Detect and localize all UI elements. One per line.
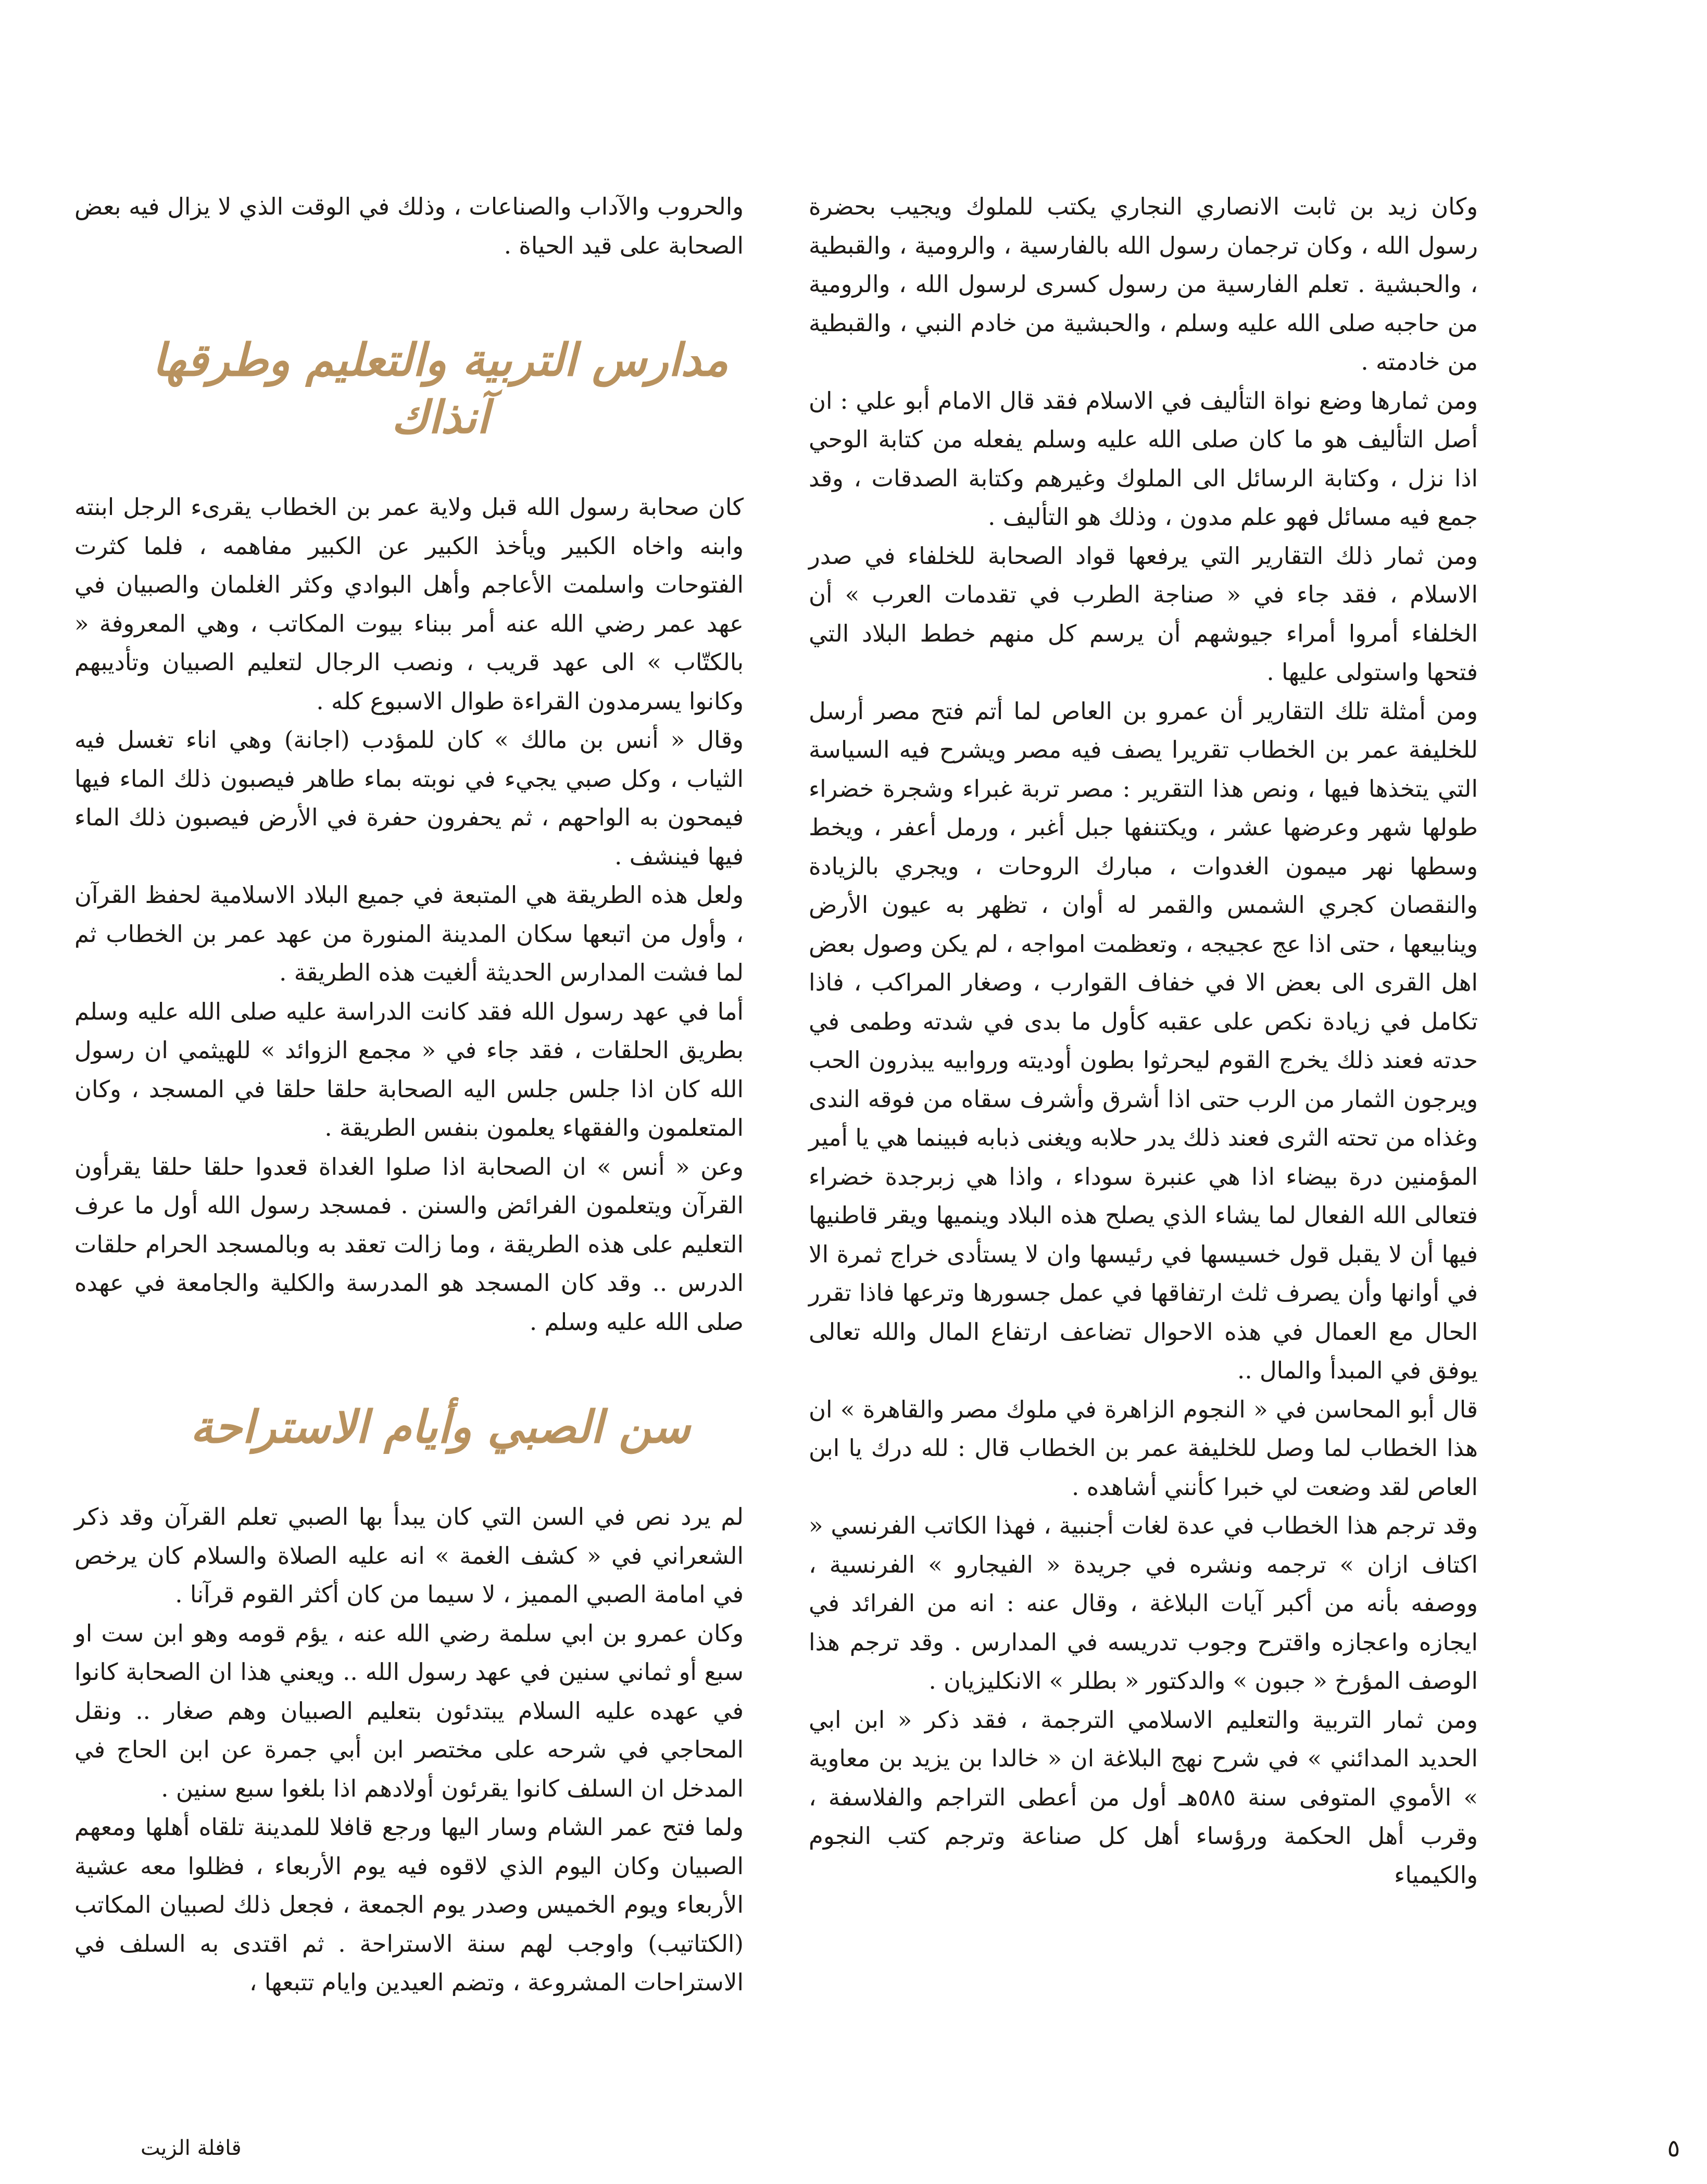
intro-paragraph: والحروب والآداب والصناعات ، وذلك في الوقت الذي لا يزال فيه بعض الصحابة على قيد الحياة . <box>74 193 744 259</box>
section-heading-schools: مدارس التربية والتعليم وطرقها آنذاك <box>152 334 729 444</box>
paragraph: ومن أمثلة تلك التقارير أن عمرو بن العاص لما أتم فتح مصر أرسل للخليفة عمر بن الخطاب تقريرا يصف فيه مصر ويشرح فيه السياسة التي يتخذها فيها ، ونص هذا التقرير : مصر تربة غبراء وشجرة خضراء طولها شهر وعرضها عشر ، ويكتنفها جبل أغبر ، ورمل أعفر ، ويخط وسطها نهر ميمون الغدوات ، مبارك الروحات ، ويجري بالزيادة والنقصان كجري الشمس والقمر له أوان ، تظهر به عيون الأرض وينابيعها ، حتى اذا عج عجيجه ، وتعظمت امواجه ، لم يكن وصول بعض اهل القرى الى بعض الا في خفاف القوارب ، وصغار المراكب ، فاذا تكامل في زيادة نكص على عقبه كأول ما بدى في شدته وطمى في حدته فعند ذلك يخرج القوم ليحرثوا بطون أوديته وروابيه يبذرون الحب ويرجون الثمار من الرب حتى اذا أشرق وأشرف سقاه من فوقه الندى وغذاه من تحته الثرى فعند ذلك يدر حلابه ويغنى ذبابه فبينما هي يا أمير المؤمنين درة بيضاء اذا هي عنبرة سوداء ، واذا هي زبرجدة خضراء فتعالى الله الفعال لما يشاء الذي يصلح هذه البلاد وينميها ويقر قاطنيها فيها أن لا يقبل قول خسيسها في رئيسها وان لا يستأدى خراج ثمرة الا في أوانها وأن يصرف ثلث ارتفاقها في عمل جسورها وترعها فاذا تقرر الحال مع العمال في هذه الاحوال تضاعف ارتفاع المال والله تعالى يوفق في المبدأ والمال .. <box>809 697 1478 1384</box>
section-heading-age-rest-days: سن الصبي وأيام الاستراحة <box>190 1401 691 1453</box>
paragraph: ولعل هذه الطريقة هي المتبعة في جميع البلاد الاسلامية لحفظ القرآن ، وأول من اتبعها سكان المدينة المنورة من عهد عمر بن الخطاب ثم لما فشت المدارس الحديثة ألغيت هذه الطريقة . <box>74 881 744 986</box>
paragraph: ومن ثمار التربية والتعليم الاسلامي الترجمة ، فقد ذكر « ابن ابي الحديد المدائني » في شرح نهج البلاغة ان « خالدا بن يزيد بن معاوية » الأموي المتوفى سنة ٥٨٥هـ أول من أعطى التراجم والفلاسفة ، وقرب أهل الحكمة ورؤساء أهل كل صناعة وترجم كتب النجوم والكيمياء <box>809 1705 1478 1889</box>
paragraph: أما في عهد رسول الله فقد كانت الدراسة عليه صلى الله عليه وسلم بطريق الحلقات ، فقد جاء في « مجمع الزوائد » للهيثمي ان رسول الله كان اذا جلس جلس اليه الصحابة حلقا حلقا في المسجد ، وكان المتعلمون والفقهاء يعلمون بنفس الطريقة . <box>74 997 744 1141</box>
paragraph: وعن « أنس » ان الصحابة اذا صلوا الغداة قعدوا حلقا حلقا يقرأون القرآن ويتعلمون الفرائض والسنن . فمسجد رسول الله أول ما عرف التعليم على هذه الطريقة ، وما زالت تعقد به وبالمسجد الحرام حلقات الدرس .. وقد كان المسجد هو المدرسة والكلية والجامعة في عهده صلى الله عليه وسلم . <box>74 1152 744 1336</box>
paragraph: قال أبو المحاسن في « النجوم الزاهرة في ملوك مصر والقاهرة » ان هذا الخطاب لما وصل للخليفة عمر بن الخطاب قال : لله درك يا ابن العاص لقد وضعت لي خبرا كأنني أشاهده . <box>809 1395 1478 1501</box>
paragraph: كان صحابة رسول الله قبل ولاية عمر بن الخطاب يقرىء الرجل ابنته وابنه واخاه الكبير ويأخذ الكبير عن الكبير مفاهمه ، فلما كثرت الفتوحات واسلمت الأعاجم وأهل البوادي وكثر الغلمان والصبيان في عهد عمر رضي الله عنه أمر ببناء بيوت المكاتب ، وهي المعروفة « بالكتّاب » الى عهد قريب ، ونصب الرجال لتعليم الصبيان وتأديبهم وكانوا يسرمدون القراءة طوال الاسبوع كله . <box>74 493 744 715</box>
paragraph: وقال « أنس بن مالك » كان للمؤدب (اجانة) وهي اناء تغسل فيه الثياب ، وكل صبي يجيء في نوبته بماء طاهر فيصبون ذلك الماء فيها فيمحون به الواحهم ، ثم يحفرون حفرة في الأرض فيصبون ذلك الماء فيها فينشف . <box>74 726 744 870</box>
paragraph: ومن ثمارها وضع نواة التأليف في الاسلام فقد قال الامام أبو علي : ان أصل التأليف هو ما كان صلى الله عليه وسلم يفعله من كتابة الوحي اذا نزل ، وكتابة الرسائل الى الملوك وغيرهم وكتابة الصدقات ، وقد جمع فيه مسائل فهو علم مدون ، وذلك هو التأليف . <box>809 386 1478 531</box>
left-column <box>74 187 744 2125</box>
paragraph: ولما فتح عمر الشام وسار اليها ورجع قافلا للمدينة تلقاه أهلها ومعهم الصبيان وكان اليوم الذي لاقوه فيه يوم الأربعاء ، فظلوا معه عشية الأربعاء ويوم الخميس وصدر يوم الجمعة ، فجعل ذلك لصبيان المكاتب (الكتاتيب) واوجب لهم سنة الاستراحة . ثم اقتدى به السلف في الاستراحات المشروعة ، وتضم العيدين وايام تتبعها ، <box>74 1813 744 1996</box>
page-number: ٥ <box>1667 2134 1680 2162</box>
paragraph: وكان عمرو بن ابي سلمة رضي الله عنه ، يؤم قومه وهو ابن ست او سبع أو ثماني سنين في عهد رسول الله .. ويعني هذا ان الصحابة كانوا في عهده عليه السلام يبتدئون بتعليم الصبيان وهم صغار .. ونقل المحاجي في شرحه على مختصر ابن أبي جمرة عن ابن الحاج في المدخل ان السلف كانوا يقرئون أولادهم اذا بلغوا سبع سنين . <box>74 1619 744 1802</box>
paragraph: ومن ثمار ذلك التقارير التي يرفعها قواد الصحابة للخلفاء في صدر الاسلام ، فقد جاء في « صناجة الطرب في تقدمات العرب » أن الخلفاء أمروا أمراء جيوشهم أن يرسم كل منهم خطط البلاد التي فتحها واستولى عليها . <box>809 542 1478 686</box>
paragraph: وكان زيد بن ثابت الانصاري النجاري يكتب للملوك ويجيب بحضرة رسول الله ، وكان ترجمان رسول الله بالفارسية ، والرومية ، والقبطية ، والحبشية . تعلم الفارسية من رسول كسرى لرسول الله ، والرومية من حاجبه صلى الله عليه وسلم ، والحبشية من خادم النبي ، والقبطية من خادمته . <box>809 193 1478 375</box>
magazine-title: قافلة الزيت <box>141 2136 242 2160</box>
paragraph: لم يرد نص في السن التي كان يبدأ بها الصبي تعلم القرآن وقد ذكر الشعراني في « كشف الغمة » انه عليه الصلاة والسلام كان يرخص في امامة الصبي المميز ، لا سيما من كان أكثر القوم قرآنا . <box>74 1503 744 1608</box>
paragraph: وقد ترجم هذا الخطاب في عدة لغات أجنبية ، فهذا الكاتب الفرنسي « اكتاف ازان » ترجمه ونشره في جريدة « الفيجارو » الفرنسية ، ووصفه بأنه من أكبر آيات البلاغة ، وقال عنه : انه من الفرائد في ايجازه واعجازه واقترح وجوب تدريسه في المدارس . وقد ترجم هذا الوصف المؤرخ « جبون » والدكتور « بطلر » الانكليزيان . <box>809 1512 1478 1695</box>
right-column <box>809 187 1478 2125</box>
